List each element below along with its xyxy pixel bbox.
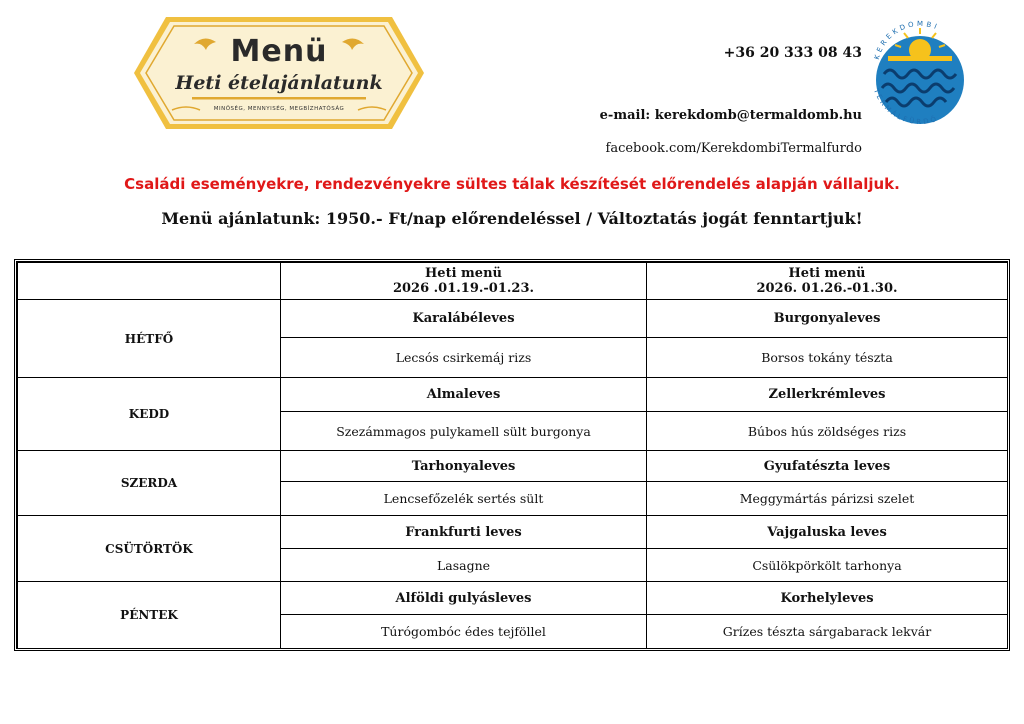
facebook-link[interactable]: facebook.com/KerekdombiTermalfurdo xyxy=(605,141,862,156)
header-week1 xyxy=(281,263,647,300)
soup-cell: Frankfurti leves xyxy=(281,516,647,549)
soup-cell: Korhelyleves xyxy=(647,582,1008,615)
soup-cell: Vajgaluska leves xyxy=(647,516,1008,549)
main-cell: Túrógombóc édes tejföllel xyxy=(281,615,647,649)
table-row xyxy=(18,451,1008,482)
table-row xyxy=(18,516,1008,549)
logo-tagline: MINŐSÉG, MENNYISÉG, MEGBÍZHATÓSÁG xyxy=(213,106,345,112)
soup-cell: Burgonyaleves xyxy=(647,300,1008,338)
soup-cell: Tarhonyaleves xyxy=(281,451,647,482)
main-cell: Lasagne xyxy=(281,549,647,582)
day-monday: HÉTFŐ xyxy=(18,300,281,378)
main-cell: Lecsós csirkemáj rizs xyxy=(281,338,647,378)
week1-dates: 2026 .01.19.-01.23. xyxy=(392,281,535,296)
main-cell: Borsos tokány tészta xyxy=(647,338,1008,378)
soup-cell: Alföldi gulyásleves xyxy=(281,582,647,615)
main-cell: Grízes tészta sárgabarack lekvár xyxy=(647,615,1008,649)
soup-cell: Karalábéleves xyxy=(281,300,647,338)
header-empty-cell xyxy=(18,263,281,300)
main-cell: Csülökpörkölt tarhonya xyxy=(647,549,1008,582)
soup-cell: Zellerkrémleves xyxy=(647,378,1008,412)
logo-title: Menü xyxy=(230,34,328,69)
soup-cell: Almaleves xyxy=(281,378,647,412)
emblem-top-text: KEREKDOMBI xyxy=(872,19,941,61)
day-thursday: CSÜTÖRTÖK xyxy=(18,516,281,582)
soup-cell: Gyufatészta leves xyxy=(647,451,1008,482)
day-friday: PÉNTEK xyxy=(18,582,281,649)
menu-logo xyxy=(132,14,426,132)
main-cell: Meggymártás párizsi szelet xyxy=(647,482,1008,516)
catering-notice: Családi eseményekre, rendezvényekre sültes tálak készítését előrendelés alapján vállaljuk. xyxy=(124,175,900,193)
weekly-menu-table xyxy=(14,259,1010,651)
email-address: e-mail: kerekdomb@termaldomb.hu xyxy=(599,108,862,123)
spa-emblem xyxy=(868,6,972,134)
table-row xyxy=(18,378,1008,412)
main-cell: Lencsefőzelék sertés sült xyxy=(281,482,647,516)
table-row xyxy=(18,582,1008,615)
emblem-bottom-text: TERMÁLFÜRDŐ xyxy=(872,87,940,127)
header-week2 xyxy=(647,263,1008,300)
main-cell: Szezámmagos pulykamell sült burgonya xyxy=(281,412,647,451)
day-tuesday: KEDD xyxy=(18,378,281,451)
table-header-row xyxy=(18,263,1008,300)
table-row xyxy=(18,300,1008,338)
logo-subtitle: Heti ételajánlatunk xyxy=(175,72,383,94)
week2-title: Heti menü xyxy=(788,266,866,281)
main-cell: Búbos hús zöldséges rizs xyxy=(647,412,1008,451)
week2-dates: 2026. 01.26.-01.30. xyxy=(756,281,898,296)
day-wednesday: SZERDA xyxy=(18,451,281,516)
week1-title: Heti menü xyxy=(425,266,502,281)
phone-number: +36 20 333 08 43 xyxy=(723,45,862,61)
menu-offer: Menü ajánlatunk: 1950.- Ft/nap előrendeléssel / Változtatás jogát fenntartjuk! xyxy=(161,209,863,228)
